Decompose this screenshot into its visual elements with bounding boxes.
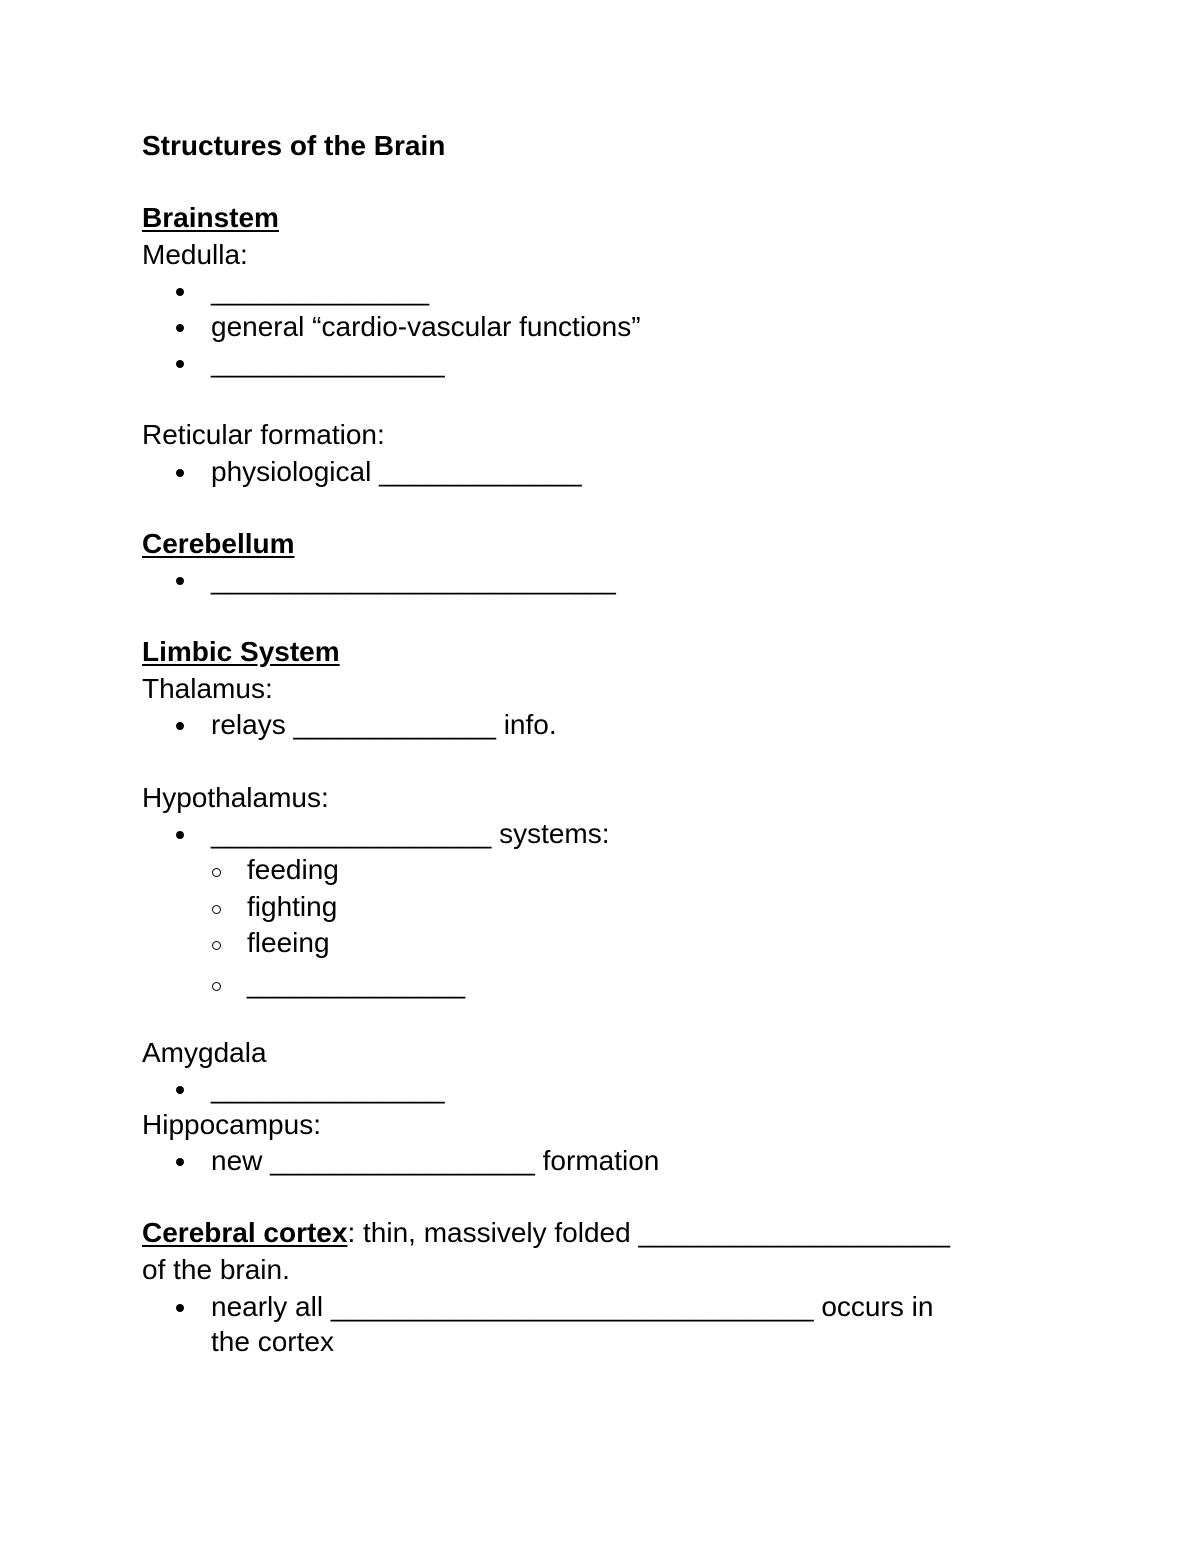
amygdala-item-1: _______________ [211,1073,445,1104]
bullet-icon [176,707,188,743]
label-hippocampus: Hippocampus: [142,1109,321,1140]
cortex-description: : thin, massively folded ____________________ [347,1217,950,1248]
bullet-icon [176,816,188,852]
label-amygdala: Amygdala [142,1037,267,1068]
bullet-icon [176,1071,188,1107]
label-thalamus: Thalamus: [142,673,273,704]
section-heading-cerebral-cortex: Cerebral cortex [142,1217,348,1248]
cerebellum-item-1: __________________________ [211,564,616,595]
hypothalamus-subitem-4: ______________ [247,968,466,999]
hypothalamus-item-1: __________________ systems: [211,818,610,849]
thalamus-item-1: relays _____________ info. [211,709,557,740]
circle-bullet-icon [212,925,228,961]
cortex-item-1-line-1: nearly all _______________________________ occurs in [211,1291,934,1322]
label-medulla: Medulla: [142,239,248,270]
reticular-item-1: physiological _____________ [211,456,582,487]
bullet-icon [176,273,188,309]
bullet-icon [176,345,188,381]
cortex-item-1-line-2: the cortex [211,1326,334,1357]
cortex-line-1 [142,1215,950,1251]
circle-bullet-icon [212,889,228,925]
hypothalamus-subitem-1: feeding [247,854,339,885]
bullet-icon [176,454,188,490]
bullet-icon [176,309,188,345]
medulla-item-2: general “cardio-vascular functions” [211,311,641,342]
hypothalamus-subitem-2: fighting [247,891,338,922]
document-title: Structures of the Brain [142,130,446,161]
circle-bullet-icon [212,966,228,1002]
section-heading-cerebellum: Cerebellum [142,528,295,559]
bullet-icon [176,1143,188,1179]
section-heading-brainstem: Brainstem [142,202,279,233]
medulla-item-1: ______________ [211,275,430,306]
bullet-icon [176,562,188,598]
hippocampus-item-1: new _________________ formation [211,1145,660,1176]
cortex-line-2: of the brain. [142,1254,290,1285]
medulla-item-3: _______________ [211,347,445,378]
label-reticular-formation: Reticular formation: [142,419,385,450]
label-hypothalamus: Hypothalamus: [142,782,329,813]
section-heading-limbic-system: Limbic System [142,636,340,667]
circle-bullet-icon [212,852,228,888]
bullet-icon [176,1289,188,1325]
hypothalamus-subitem-3: fleeing [247,927,330,958]
